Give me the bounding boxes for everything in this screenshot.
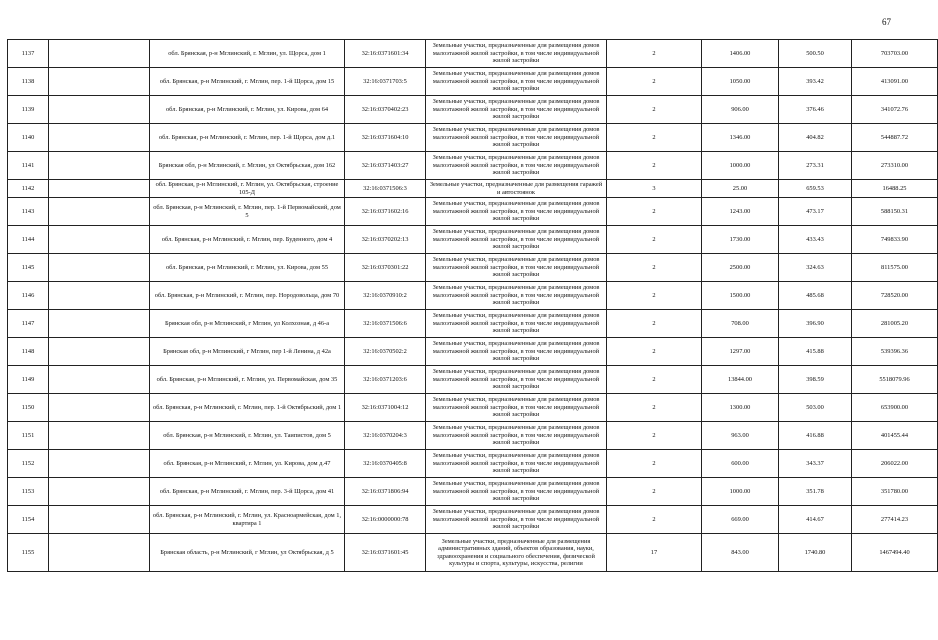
land-plot-registry-table: [7, 39, 938, 572]
area-cell: 2500.00: [702, 254, 779, 282]
unit-value-cell: 415.88: [779, 338, 852, 366]
empty-cell: [49, 366, 150, 394]
use-code-cell: 2: [607, 450, 702, 478]
area-cell: 1406.00: [702, 40, 779, 68]
area-cell: 1000.00: [702, 478, 779, 506]
cadastral-value-cell: 413091.00: [852, 68, 938, 96]
land-use-cell: Земельные участки, предназначенные для размещения домов малоэтажной жилой застройки, в том числе индивидуальной жилой застройки: [426, 96, 607, 124]
address-cell: Брянская обл, р-н Мглинский, г Мглин, ул Колхозная, д 46-а: [150, 310, 345, 338]
land-use-cell: Земельные участки, предназначенные для размещения домов малоэтажной жилой застройки, в том числе индивидуальной жилой застройки: [426, 124, 607, 152]
address-cell: обл. Брянская, р-н Мглинский, г. Мглин, ул. Щорса, дом 1: [150, 40, 345, 68]
row-id-cell: 1155: [8, 534, 49, 572]
area-cell: 600.00: [702, 450, 779, 478]
cadastral-number-cell: 32:16:0371004:12: [345, 394, 426, 422]
use-code-cell: 2: [607, 124, 702, 152]
area-cell: 1300.00: [702, 394, 779, 422]
address-cell: обл. Брянская, р-н Мглинский, г. Мглин, пер. 1-й Первомайский, дом 5: [150, 198, 345, 226]
area-cell: 1730.00: [702, 226, 779, 254]
use-code-cell: 2: [607, 68, 702, 96]
page-number: 67: [882, 17, 891, 27]
area-cell: 1500.00: [702, 282, 779, 310]
land-use-cell: Земельные участки, предназначенные для размещения домов малоэтажной жилой застройки, в том числе индивидуальной жилой застройки: [426, 282, 607, 310]
table-row: [8, 198, 938, 226]
land-use-cell: Земельные участки, предназначенные для размещения домов малоэтажной жилой застройки, в том числе индивидуальной жилой застройки: [426, 68, 607, 96]
cadastral-value-cell: 703703.00: [852, 40, 938, 68]
land-use-cell: Земельные участки, предназначенные для размещения домов малоэтажной жилой застройки, в том числе индивидуальной жилой застройки: [426, 394, 607, 422]
cadastral-number-cell: 32:16:0370204:3: [345, 422, 426, 450]
table-row: [8, 394, 938, 422]
unit-value-cell: 416.88: [779, 422, 852, 450]
unit-value-cell: 343.37: [779, 450, 852, 478]
row-id-cell: 1148: [8, 338, 49, 366]
address-cell: Брянская обл, р-н Мглинский, г Мглин, пер 1-й Ленина, д 42а: [150, 338, 345, 366]
row-id-cell: 1141: [8, 152, 49, 180]
land-use-cell: Земельные участки, предназначенные для размещения домов малоэтажной жилой застройки, в том числе индивидуальной жилой застройки: [426, 310, 607, 338]
land-use-cell: Земельные участки, предназначенные для размещения домов малоэтажной жилой застройки, в том числе индивидуальной жилой застройки: [426, 422, 607, 450]
address-cell: обл. Брянская, р-н Мглинский, г. Мглин, ул. Таипистов, дом 5: [150, 422, 345, 450]
cadastral-value-cell: 749833.90: [852, 226, 938, 254]
cadastral-number-cell: 32:16:0370910:2: [345, 282, 426, 310]
address-cell: обл. Брянская, р-н Мглинский, г. Мглин, пер. 3-й Щорса, дом 41: [150, 478, 345, 506]
row-id-cell: 1144: [8, 226, 49, 254]
empty-cell: [49, 40, 150, 68]
unit-value-cell: 351.78: [779, 478, 852, 506]
land-use-cell: Земельные участки, предназначенные для размещения домов малоэтажной жилой застройки, в том числе индивидуальной жилой застройки: [426, 450, 607, 478]
cadastral-value-cell: 281005.20: [852, 310, 938, 338]
land-use-cell: Земельные участки, предназначенные для размещения домов малоэтажной жилой застройки, в том числе индивидуальной жилой застройки: [426, 338, 607, 366]
row-id-cell: 1153: [8, 478, 49, 506]
area-cell: 906.00: [702, 96, 779, 124]
unit-value-cell: 485.68: [779, 282, 852, 310]
land-use-cell: Земельные участки, предназначенные для размещения домов малоэтажной жилой застройки, в том числе индивидуальной жилой застройки: [426, 152, 607, 180]
cadastral-number-cell: 32:16:0371203:6: [345, 366, 426, 394]
table-row: [8, 338, 938, 366]
cadastral-number-cell: 32:16:0370402:23: [345, 96, 426, 124]
cadastral-number-cell: 32:16:0371604:10: [345, 124, 426, 152]
land-use-cell: Земельные участки, предназначенные для размещения домов малоэтажной жилой застройки, в том числе индивидуальной жилой застройки: [426, 226, 607, 254]
address-cell: обл. Брянская, р-н Мглинский, г. Мглин, ул. Первомайская, дом 35: [150, 366, 345, 394]
use-code-cell: 2: [607, 96, 702, 124]
cadastral-value-cell: 1467494.40: [852, 534, 938, 572]
cadastral-value-cell: 811575.00: [852, 254, 938, 282]
unit-value-cell: 414.67: [779, 506, 852, 534]
cadastral-number-cell: 32:16:0370301:22: [345, 254, 426, 282]
table-row: [8, 310, 938, 338]
use-code-cell: 2: [607, 478, 702, 506]
area-cell: 1050.00: [702, 68, 779, 96]
table-row: [8, 152, 938, 180]
unit-value-cell: 324.63: [779, 254, 852, 282]
cadastral-number-cell: 32:16:0371703:5: [345, 68, 426, 96]
address-cell: обл. Брянская, р-н Мглинский, г. Мглин, пер. 1-й Щорса, дом 15: [150, 68, 345, 96]
table-row: [8, 254, 938, 282]
area-cell: 963.00: [702, 422, 779, 450]
cadastral-value-cell: 341072.76: [852, 96, 938, 124]
empty-cell: [49, 254, 150, 282]
address-cell: обл. Брянская, р-н Мглинский, г. Мглин, ул. Кирова, дом 55: [150, 254, 345, 282]
address-cell: обл. Брянская, р-н Мглинский, г. Мглин, пер. Буденного, дом 4: [150, 226, 345, 254]
unit-value-cell: 1740.80: [779, 534, 852, 572]
use-code-cell: 2: [607, 310, 702, 338]
empty-cell: [49, 152, 150, 180]
address-cell: обл. Брянская, р-н Мглинский, г. Мглин, пер. 1-й Октябрьский, дом 1: [150, 394, 345, 422]
use-code-cell: 2: [607, 422, 702, 450]
cadastral-number-cell: 32:16:0371601:34: [345, 40, 426, 68]
table-row: [8, 366, 938, 394]
empty-cell: [49, 180, 150, 198]
empty-cell: [49, 68, 150, 96]
row-id-cell: 1143: [8, 198, 49, 226]
empty-cell: [49, 534, 150, 572]
row-id-cell: 1146: [8, 282, 49, 310]
cadastral-number-cell: 32:16:0371506:3: [345, 180, 426, 198]
address-cell: обл. Брянская, р-н Мглинский, г. Мглин, ул. Октябрьская, строение 105-Д: [150, 180, 345, 198]
use-code-cell: 2: [607, 338, 702, 366]
empty-cell: [49, 282, 150, 310]
address-cell: Брянская обл, р-н Мглинский, г. Мглин, ул Октябрьская, дом 162: [150, 152, 345, 180]
address-cell: обл. Брянская, р-н Мглинский, г. Мглин, пер. 1-й Щорса, дом д.1: [150, 124, 345, 152]
table-row: [8, 450, 938, 478]
row-id-cell: 1138: [8, 68, 49, 96]
cadastral-number-cell: 32:16:0370502:2: [345, 338, 426, 366]
area-cell: 1243.00: [702, 198, 779, 226]
row-id-cell: 1139: [8, 96, 49, 124]
empty-cell: [49, 96, 150, 124]
area-cell: 843.00: [702, 534, 779, 572]
row-id-cell: 1142: [8, 180, 49, 198]
table-row: [8, 124, 938, 152]
cadastral-value-cell: 351780.00: [852, 478, 938, 506]
land-use-cell: Земельные участки, предназначенные для размещения домов малоэтажной жилой застройки, в том числе индивидуальной жилой застройки: [426, 366, 607, 394]
cadastral-number-cell: 32:16:0371601:45: [345, 534, 426, 572]
address-cell: обл. Брянская, р-н Мглинский, г. Мглин, ул. Кирова, дом д.47: [150, 450, 345, 478]
use-code-cell: 2: [607, 366, 702, 394]
table-row: [8, 534, 938, 572]
address-cell: обл. Брянская, р-н Мглинский, г. Мглин, пер. Нородовольца, дом 70: [150, 282, 345, 310]
row-id-cell: 1145: [8, 254, 49, 282]
cadastral-number-cell: 32:16:0371806:94: [345, 478, 426, 506]
table-row: [8, 96, 938, 124]
use-code-cell: 2: [607, 254, 702, 282]
cadastral-value-cell: 16488.25: [852, 180, 938, 198]
row-id-cell: 1150: [8, 394, 49, 422]
empty-cell: [49, 198, 150, 226]
land-use-cell: Земельные участки, предназначенные для размещения домов малоэтажной жилой застройки, в том числе индивидуальной жилой застройки: [426, 478, 607, 506]
unit-value-cell: 398.59: [779, 366, 852, 394]
table-row: [8, 422, 938, 450]
empty-cell: [49, 338, 150, 366]
unit-value-cell: 396.90: [779, 310, 852, 338]
empty-cell: [49, 450, 150, 478]
empty-cell: [49, 124, 150, 152]
row-id-cell: 1147: [8, 310, 49, 338]
cadastral-value-cell: 653900.00: [852, 394, 938, 422]
use-code-cell: 2: [607, 282, 702, 310]
cadastral-number-cell: 32:16:0370202:13: [345, 226, 426, 254]
cadastral-value-cell: 206022.00: [852, 450, 938, 478]
table-body: [8, 40, 938, 572]
table-row: [8, 506, 938, 534]
empty-cell: [49, 506, 150, 534]
empty-cell: [49, 310, 150, 338]
cadastral-value-cell: 273310.00: [852, 152, 938, 180]
unit-value-cell: 393.42: [779, 68, 852, 96]
cadastral-number-cell: 32:16:0000000:78: [345, 506, 426, 534]
table-row: [8, 282, 938, 310]
unit-value-cell: 503.00: [779, 394, 852, 422]
unit-value-cell: 433.43: [779, 226, 852, 254]
cadastral-number-cell: 32:16:0371602:16: [345, 198, 426, 226]
area-cell: 13844.00: [702, 366, 779, 394]
land-use-cell: Земельные участки, предназначенные для размещения домов малоэтажной жилой застройки, в том числе индивидуальной жилой застройки: [426, 40, 607, 68]
unit-value-cell: 273.31: [779, 152, 852, 180]
cadastral-number-cell: 32:16:0370405:8: [345, 450, 426, 478]
table-row: [8, 226, 938, 254]
land-use-cell: Земельные участки, предназначенные для размещения административных зданий, объектов образования, науки, здравоохранения и социального обеспечения, физической культуры и спорта, культуры, искусства, религии: [426, 534, 607, 572]
land-use-cell: Земельные участки, предназначенные для размещения домов малоэтажной жилой застройки, в том числе индивидуальной жилой застройки: [426, 198, 607, 226]
area-cell: 708.00: [702, 310, 779, 338]
use-code-cell: 17: [607, 534, 702, 572]
cadastral-value-cell: 728520.00: [852, 282, 938, 310]
cadastral-value-cell: 539396.36: [852, 338, 938, 366]
cadastral-value-cell: 5518079.96: [852, 366, 938, 394]
table-row: [8, 68, 938, 96]
land-use-cell: Земельные участки, предназначенные для размещения домов малоэтажной жилой застройки, в том числе индивидуальной жилой застройки: [426, 506, 607, 534]
area-cell: 1346.00: [702, 124, 779, 152]
area-cell: 1297.00: [702, 338, 779, 366]
address-cell: обл. Брянская, р-н Мглинский, г. Мглин, ул. Кирова, дом 64: [150, 96, 345, 124]
empty-cell: [49, 226, 150, 254]
address-cell: Брянская область, р-н Мглинский, г Мглин, ул Октябрьская, д 5: [150, 534, 345, 572]
row-id-cell: 1137: [8, 40, 49, 68]
row-id-cell: 1151: [8, 422, 49, 450]
cadastral-value-cell: 588150.31: [852, 198, 938, 226]
empty-cell: [49, 478, 150, 506]
use-code-cell: 2: [607, 394, 702, 422]
address-cell: обл. Брянская, р-н Мглинский, г. Мглин, ул. Красноармейская, дом 1, квартира 1: [150, 506, 345, 534]
row-id-cell: 1140: [8, 124, 49, 152]
area-cell: 1000.00: [702, 152, 779, 180]
empty-cell: [49, 422, 150, 450]
cadastral-number-cell: 32:16:0371403:27: [345, 152, 426, 180]
row-id-cell: 1149: [8, 366, 49, 394]
unit-value-cell: 376.46: [779, 96, 852, 124]
unit-value-cell: 404.82: [779, 124, 852, 152]
table-row: [8, 40, 938, 68]
use-code-cell: 2: [607, 198, 702, 226]
table-row: [8, 180, 938, 198]
table-row: [8, 478, 938, 506]
land-use-cell: Земельные участки, предназначенные для размещения домов малоэтажной жилой застройки, в том числе индивидуальной жилой застройки: [426, 254, 607, 282]
use-code-cell: 2: [607, 152, 702, 180]
area-cell: 669.00: [702, 506, 779, 534]
unit-value-cell: 473.17: [779, 198, 852, 226]
empty-cell: [49, 394, 150, 422]
use-code-cell: 2: [607, 40, 702, 68]
cadastral-number-cell: 32:16:0371506:6: [345, 310, 426, 338]
use-code-cell: 2: [607, 226, 702, 254]
row-id-cell: 1152: [8, 450, 49, 478]
unit-value-cell: 659.53: [779, 180, 852, 198]
unit-value-cell: 500.50: [779, 40, 852, 68]
area-cell: 25.00: [702, 180, 779, 198]
cadastral-value-cell: 277414.23: [852, 506, 938, 534]
row-id-cell: 1154: [8, 506, 49, 534]
use-code-cell: 3: [607, 180, 702, 198]
cadastral-value-cell: 544887.72: [852, 124, 938, 152]
land-use-cell: Земельные участки, предназначенные для размещения гаражей и автостоянок: [426, 180, 607, 198]
cadastral-value-cell: 401455.44: [852, 422, 938, 450]
use-code-cell: 2: [607, 506, 702, 534]
